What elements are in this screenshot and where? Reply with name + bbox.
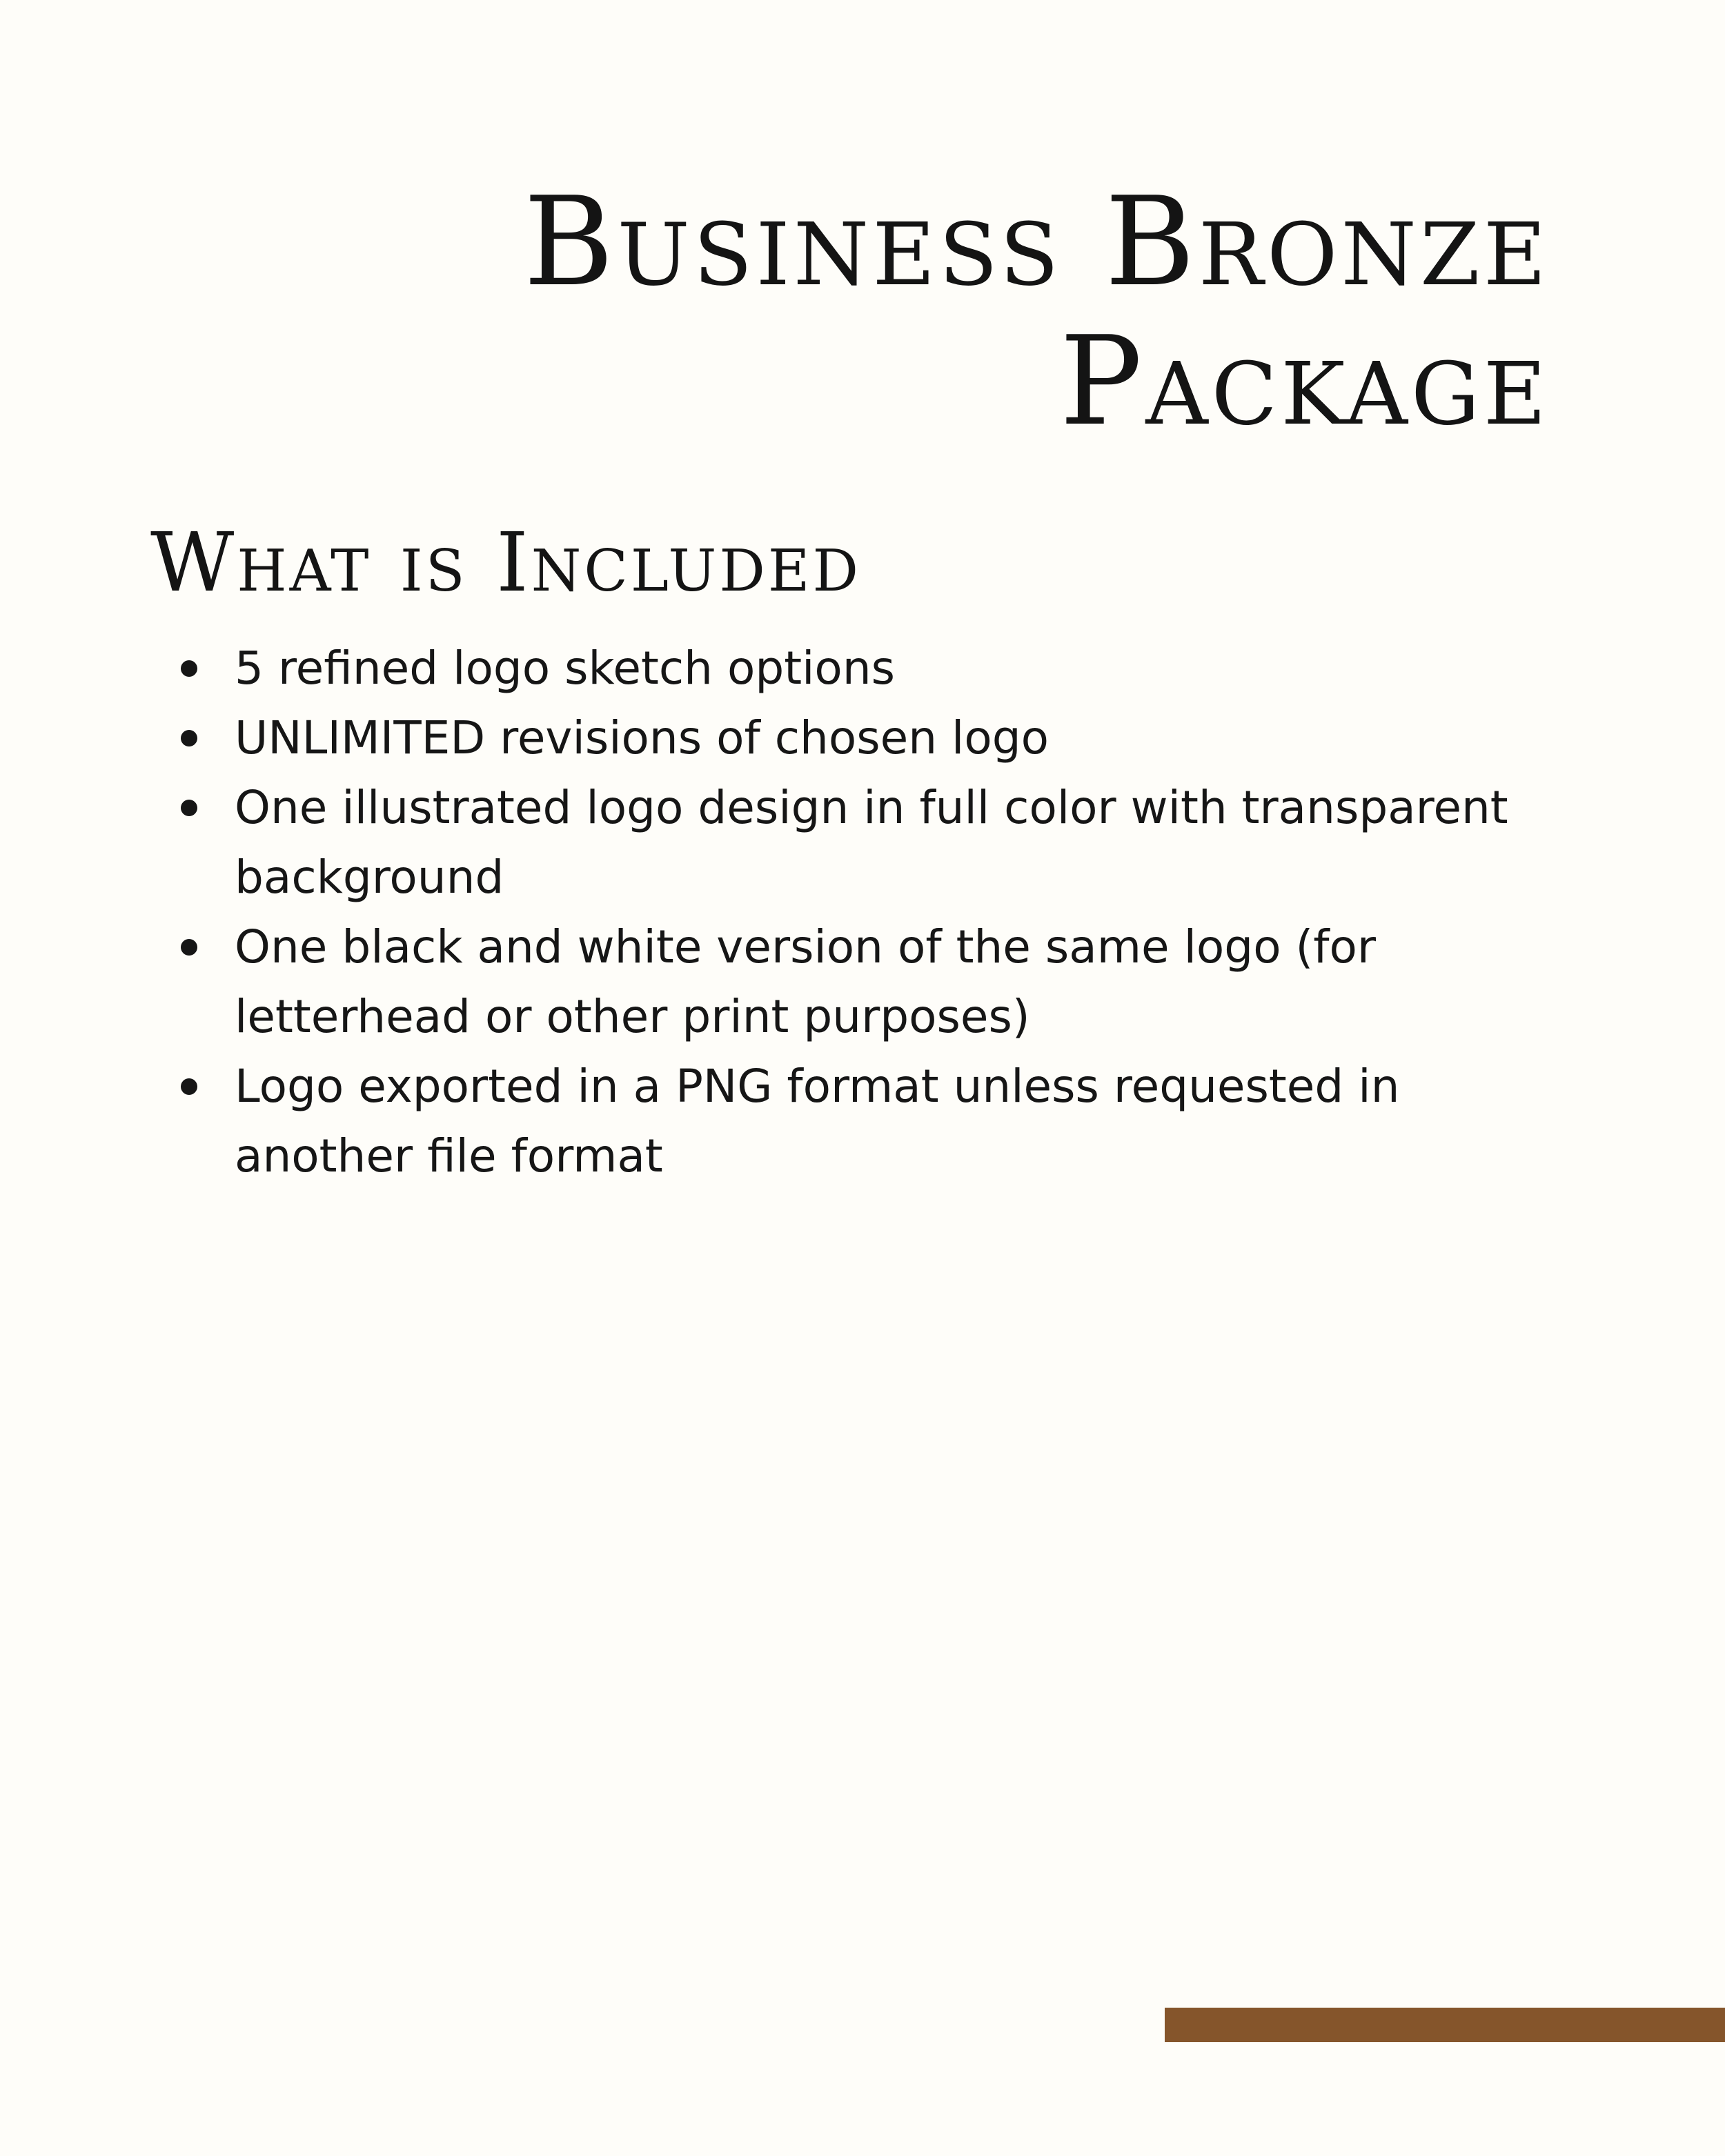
bullet-icon [181,1078,197,1095]
bullet-icon [181,730,197,746]
list-item [235,633,1587,703]
list-item [235,912,1587,1051]
bullet-icon [181,800,197,816]
list-item-text: Logo exported in a PNG format unless requested in another file format [235,1060,1400,1183]
included-items-list [235,633,1587,1191]
list-item-text: UNLIMITED revisions of chosen logo [235,711,1049,764]
section-heading: What is Included [150,515,862,610]
list-item [235,703,1587,773]
page-title [170,172,1550,451]
bullet-icon [181,660,197,677]
title-line-1: Business Bronze [523,170,1550,313]
list-item [235,1051,1587,1191]
list-item-text: One illustrated logo design in full color with transparent background [235,781,1508,904]
list-item [235,773,1587,912]
bullet-icon [181,939,197,956]
list-item-text: One black and white version of the same logo (for letterhead or other print purposes) [235,920,1377,1043]
title-line-2: Package [1059,310,1550,453]
accent-bar [1165,2008,1725,2042]
list-item-text: 5 refined logo sketch options [235,642,896,695]
